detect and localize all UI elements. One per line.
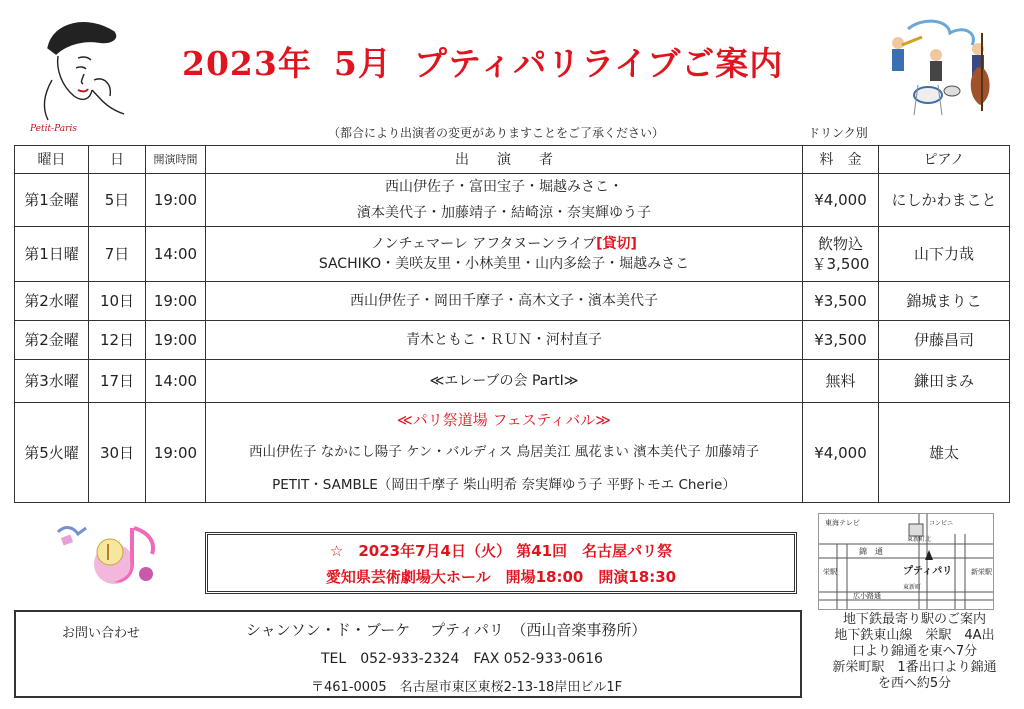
table-row xyxy=(15,403,1010,503)
cell-piano: にしかわまこと xyxy=(879,174,1010,227)
cell-price xyxy=(803,227,879,282)
music-note-illustration xyxy=(52,518,162,590)
access-map xyxy=(818,513,994,610)
cell-piano: 伊藤昌司 xyxy=(879,321,1010,360)
table-row xyxy=(15,174,1010,227)
event-date-line: ☆ 2023年7月4日（火） 第41回 名古屋パリ祭 xyxy=(329,542,673,560)
cell-piano: 錦城まりこ xyxy=(879,282,1010,321)
performers-line: SACHIKO・美咲友里・小林美里・山内多絵子・堀越みさこ xyxy=(318,256,690,272)
map-label-store: プティパリ xyxy=(903,566,953,577)
map-label-nishiki: 錦 通 xyxy=(859,547,883,556)
cell-price: ¥3,500 xyxy=(803,282,879,321)
private-tag: [貸切] xyxy=(596,236,637,252)
logo-signature: Petit-Paris xyxy=(30,124,77,134)
map-label-convenience: コンビニ xyxy=(929,520,954,527)
cell-time: 19:00 xyxy=(146,282,206,321)
header-time: 開演時間 xyxy=(146,146,206,174)
cell-weekday: 第1日曜 xyxy=(15,227,89,282)
header-day: 日 xyxy=(89,146,146,174)
cell-performers: 青木ともこ・ＲＵＮ・河村直子 xyxy=(206,321,803,360)
cell-time: 19:00 xyxy=(146,403,206,503)
map-label-tv: 東海テレビ xyxy=(825,519,860,527)
contact-box xyxy=(14,610,802,698)
title-year: 2023年 xyxy=(182,44,312,83)
cell-performers: 西山伊佐子・岡田千摩子・高木文子・濱本美代子 xyxy=(206,282,803,321)
header-performers: 出 演 者 xyxy=(206,146,803,174)
cell-piano: 鎌田まみ xyxy=(879,360,1010,403)
cell-weekday: 第3水曜 xyxy=(15,360,89,403)
performers-line: PETIT・SAMBLE（岡田千摩子 柴山明希 奈実輝ゆう子 平野トモエ Cherie） xyxy=(272,476,736,493)
access-line: 口より錦通を東へ7分 xyxy=(851,644,978,659)
cell-day: 17日 xyxy=(89,360,146,403)
contact-address: 〒461-0005 名古屋市東区東桜2-13-18岸田ビル1F xyxy=(311,680,623,695)
contact-phone: TEL 052-933-2324 FAX 052-933-0616 xyxy=(321,651,603,667)
cell-weekday: 第5火曜 xyxy=(15,403,89,503)
cell-weekday: 第2金曜 xyxy=(15,321,89,360)
price-value: ￥3,500 xyxy=(811,255,870,273)
table-header-row xyxy=(15,146,1010,174)
cell-time: 14:00 xyxy=(146,227,206,282)
cell-price: ¥4,000 xyxy=(803,403,879,503)
map-label-sakae: 栄駅 xyxy=(823,568,837,576)
performers-line xyxy=(208,234,800,254)
table-row xyxy=(15,321,1010,360)
map-label-shinsakae: 新栄駅 xyxy=(971,568,992,576)
cell-time: 19:00 xyxy=(146,321,206,360)
event-venue-line: 愛知県芸術劇場大ホール 開場18:00 開演18:30 xyxy=(325,568,677,586)
event-announcement xyxy=(205,532,797,594)
cell-price: ¥3,500 xyxy=(803,321,879,360)
notice-text: （都合により出演者の変更がありますことをご了承ください） xyxy=(328,126,665,140)
cell-piano: 山下力哉 xyxy=(879,227,1010,282)
header-price: 料 金 xyxy=(803,146,879,174)
cell-performers xyxy=(206,227,803,282)
schedule-table xyxy=(14,145,1010,503)
cell-price: ¥4,000 xyxy=(803,174,879,227)
table-row xyxy=(15,282,1010,321)
map-label-east: 東新町北 xyxy=(907,536,932,543)
festival-title: ≪パリ祭道場 フェスティバル≫ xyxy=(397,410,611,429)
table-row xyxy=(15,360,1010,403)
access-line: を西へ約5分 xyxy=(877,676,952,691)
header-piano: ピアノ xyxy=(879,146,1010,174)
performers-line: 西山伊佐子 なかにし陽子 ケン・バルディス 鳥居美江 風花まい 濱本美代子 加藤靖子 xyxy=(249,443,759,460)
page-title xyxy=(182,38,783,85)
table-row xyxy=(15,227,1010,282)
cell-day: 30日 xyxy=(89,403,146,503)
event-title: ノンチェマーレ アフタヌーンライブ xyxy=(371,236,597,252)
cell-performers: ≪エレーブの会 PartⅠ≫ xyxy=(206,360,803,403)
price-note: 飲物込 xyxy=(817,235,863,253)
access-line: 新栄町駅 1番出口より錦通 xyxy=(832,660,997,675)
drink-note: ドリンク別 xyxy=(808,126,868,140)
cell-performers xyxy=(206,174,803,227)
cell-weekday: 第2水曜 xyxy=(15,282,89,321)
cell-day: 7日 xyxy=(89,227,146,282)
title-text: プティパリライブご案内 xyxy=(413,44,784,83)
access-line: 地下鉄東山線 栄駅 4A出 xyxy=(834,628,995,643)
performers-line: 濱本美代子・加藤靖子・結崎涼・奈実輝ゆう子 xyxy=(357,205,651,221)
cell-day: 10日 xyxy=(89,282,146,321)
title-month: 5月 xyxy=(333,44,392,83)
cell-time: 19:00 xyxy=(146,174,206,227)
contact-name: シャンソン・ド・ブーケ プティパリ （西山音楽事務所） xyxy=(246,621,647,639)
cell-time: 14:00 xyxy=(146,360,206,403)
access-line: 地下鉄最寄り駅のご案内 xyxy=(842,612,986,627)
cell-performers xyxy=(206,403,803,503)
header-weekday: 曜日 xyxy=(15,146,89,174)
performers-line: 西山伊佐子・富田宝子・堀越みさこ・ xyxy=(385,179,623,195)
cell-day: 5日 xyxy=(89,174,146,227)
access-info xyxy=(812,612,1017,692)
cell-weekday: 第1金曜 xyxy=(15,174,89,227)
cell-day: 12日 xyxy=(89,321,146,360)
cell-piano: 雄太 xyxy=(879,403,1010,503)
contact-label: お問い合わせ xyxy=(62,626,141,641)
map-label-higashi: 東新町 xyxy=(903,584,922,591)
logo-illustration xyxy=(28,10,133,122)
map-label-hirokoji: 広小路通 xyxy=(853,592,881,600)
cell-price: 無料 xyxy=(803,360,879,403)
band-illustration xyxy=(878,15,998,117)
